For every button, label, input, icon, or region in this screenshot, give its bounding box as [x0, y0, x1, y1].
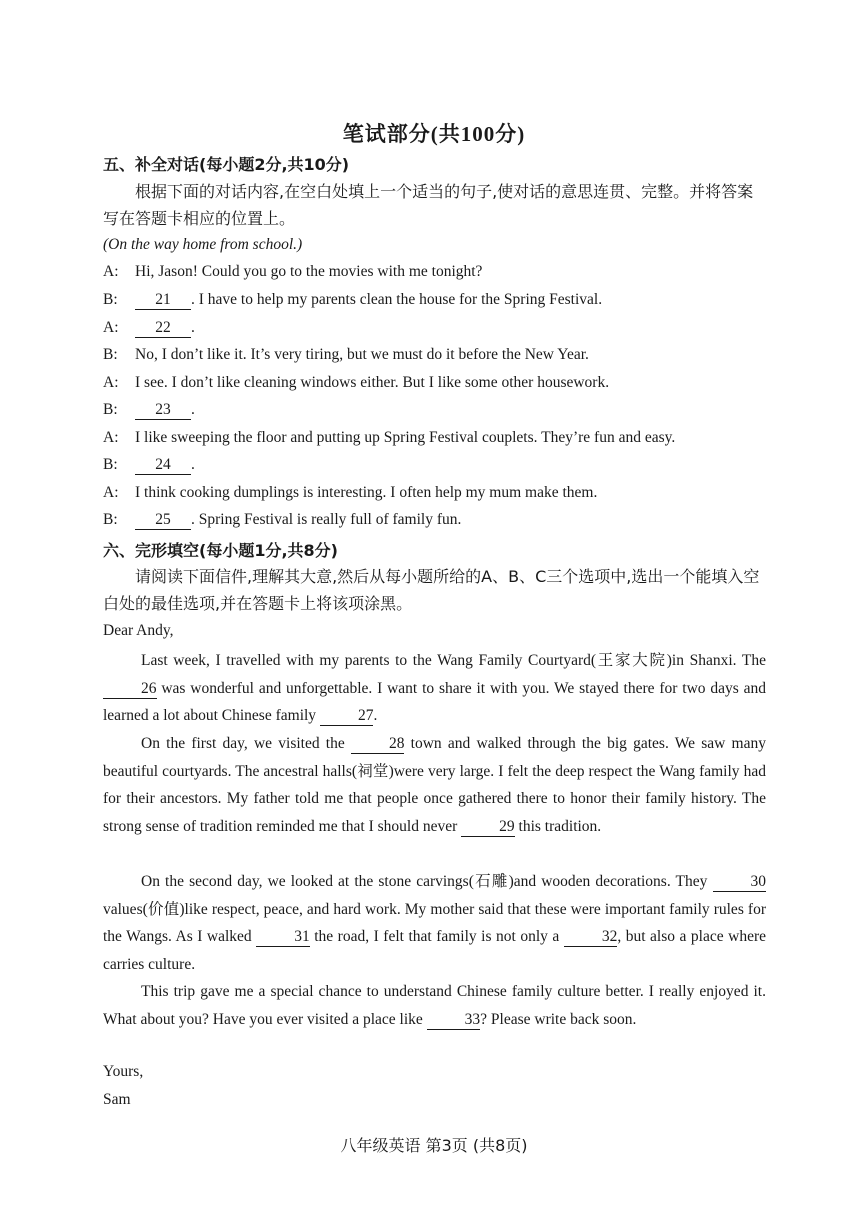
section-5-heading: 五、补全对话(每小题2分,共10分)	[103, 155, 350, 174]
line-text: I see. I don’t like cleaning windows either. But I like some other housework.	[135, 374, 610, 391]
letter-greeting: Dear Andy,	[103, 622, 174, 639]
letter-paragraph-4	[103, 978, 766, 1033]
letter-closing: Yours,	[103, 1063, 144, 1080]
dialogue-line	[103, 456, 768, 475]
answer-blank[interactable]: 25	[135, 511, 191, 530]
answer-blank[interactable]: 23	[135, 401, 191, 420]
line-text: Hi, Jason! Could you go to the movies with me tonight?	[135, 263, 483, 280]
answer-blank[interactable]: 27	[320, 707, 374, 726]
answer-blank[interactable]: 24	[135, 456, 191, 475]
section-6-heading: 六、完形填空(每小题1分,共8分)	[103, 541, 338, 560]
dialogue-line	[103, 429, 768, 447]
paragraph-text: values(价值)like respect, peace, and hard work. My mother said that these were important family rules for the Wangs. As I walked	[103, 900, 766, 946]
answer-blank[interactable]: 26	[103, 680, 157, 699]
page-title: 笔试部分(共100分)	[342, 122, 526, 146]
answer-blank[interactable]: 32	[564, 928, 618, 947]
paragraph-text: This trip gave me a special chance to understand Chinese family culture better. I really enjoyed it. What about you? Have you ever visited a place like	[103, 983, 766, 1028]
paragraph-text: was wonderful and unforgettable. I want to share it with you. We stayed there for two days and learned a lot about Chinese family	[103, 679, 766, 725]
dialogue-line	[103, 511, 768, 530]
letter-paragraph-1	[103, 647, 766, 730]
dialogue-line	[103, 263, 768, 281]
line-text: .	[191, 401, 195, 418]
section-6-instruction: 请阅读下面信件,理解其大意,然后从每小题所给的A、B、C三个选项中,选出一个能填入空白处的最佳选项,并在答题卡上将该项涂黑。	[103, 567, 760, 613]
speaker: B:	[103, 291, 118, 308]
answer-blank[interactable]: 22	[135, 319, 191, 338]
speaker: A:	[103, 263, 119, 280]
section-5-instruction: 根据下面的对话内容,在空白处填上一个适当的句子,使对话的意思连贯、完整。并将答案写在答题卡相应的位置上。	[103, 182, 754, 228]
letter-paragraph-2	[103, 730, 766, 840]
line-text: I like sweeping the floor and putting up Spring Festival couplets. They’re fun and easy.	[135, 429, 676, 446]
paragraph-text: , but also a place where carries culture.	[103, 928, 766, 973]
answer-blank[interactable]: 30	[713, 873, 767, 892]
page-footer: 八年级英语 第3页 (共8页)	[340, 1136, 528, 1155]
line-text: I think cooking dumplings is interesting. I often help my mum make them.	[135, 484, 598, 501]
dialogue-line	[103, 374, 768, 392]
dialogue-line	[103, 401, 768, 420]
answer-blank[interactable]: 33	[427, 1011, 481, 1030]
dialogue-line	[103, 484, 768, 502]
paragraph-text: this tradition.	[514, 817, 602, 835]
speaker: B:	[103, 401, 118, 418]
paragraph-text: the road, I felt that family is not only a	[309, 928, 564, 946]
speaker: B:	[103, 456, 118, 473]
dialogue-line	[103, 346, 768, 364]
answer-blank[interactable]: 28	[351, 735, 405, 754]
line-text: . Spring Festival is really full of family fun.	[191, 511, 462, 528]
answer-blank[interactable]: 21	[135, 291, 191, 310]
answer-blank[interactable]: 31	[256, 928, 310, 947]
speaker: B:	[103, 511, 118, 528]
speaker: A:	[103, 429, 119, 446]
letter-signature: Sam	[103, 1091, 131, 1108]
paragraph-text: Last week, I travelled with my parents to the Wang Family Courtyard(王家大院)in Shanxi. The	[141, 652, 766, 669]
paragraph-text: ? Please write back soon.	[480, 1010, 637, 1028]
speaker: A:	[103, 484, 119, 501]
paragraph-text: .	[373, 707, 378, 725]
dialogue-scene: (On the way home from school.)	[103, 236, 303, 253]
speaker: A:	[103, 319, 119, 336]
speaker: B:	[103, 346, 118, 363]
dialogue-line	[103, 319, 768, 338]
answer-blank[interactable]: 29	[461, 818, 515, 837]
line-text: .	[191, 319, 195, 336]
paragraph-text: On the second day, we looked at the stone carvings(石雕)and wooden decorations. They	[141, 873, 713, 890]
line-text: . I have to help my parents clean the house for the Spring Festival.	[191, 291, 603, 308]
letter-paragraph-3	[103, 868, 766, 978]
paragraph-text: town and walked through the big gates. We saw many beautiful courtyards. The ancestral halls(祠堂)were very large. I felt the deep respect the Wang family had for their ancestors. My father told me that people once gathered there to honor their family history. The strong sense of tradition reminded me that I should never	[103, 735, 766, 835]
dialogue-line	[103, 291, 768, 310]
speaker: A:	[103, 374, 119, 391]
line-text: .	[191, 456, 195, 473]
paragraph-text: On the first day, we visited the	[141, 735, 351, 752]
line-text: No, I don’t like it. It’s very tiring, but we must do it before the New Year.	[135, 346, 589, 363]
